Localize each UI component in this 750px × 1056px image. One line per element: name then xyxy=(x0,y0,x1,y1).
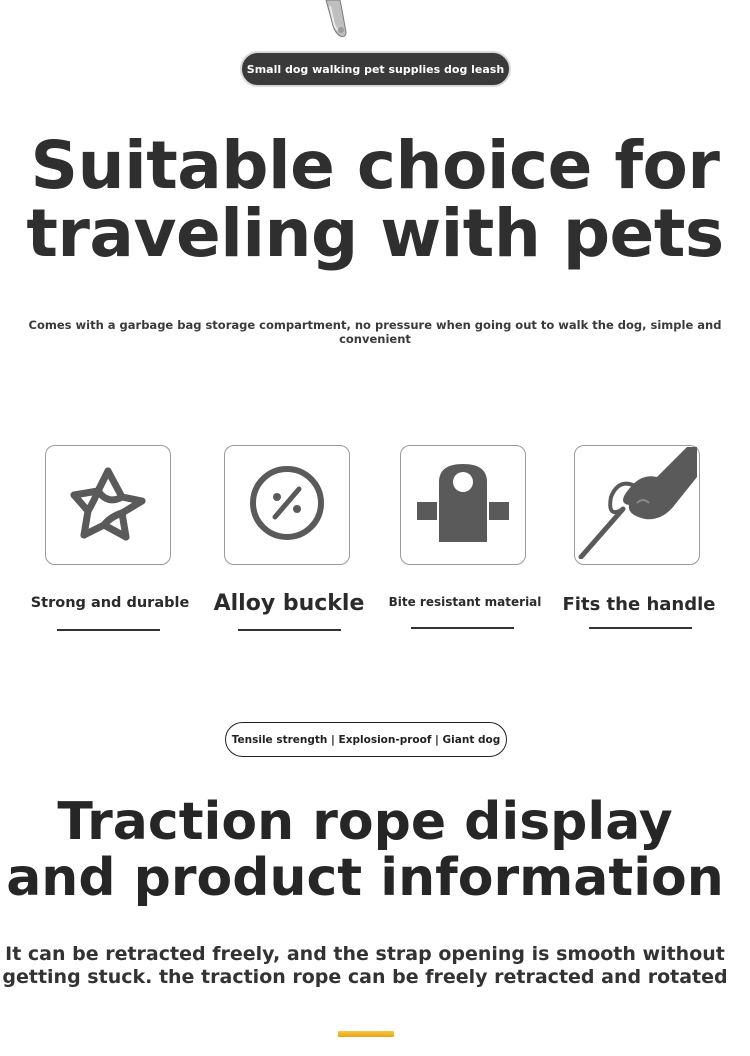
spec-tag xyxy=(225,722,507,757)
section-title-line2: and product information xyxy=(6,848,724,908)
feature-label: Fits the handle xyxy=(562,594,716,615)
feature-label: Strong and durable xyxy=(30,595,190,611)
product-badge-label: Small dog walking pet supplies dog leash xyxy=(246,62,505,76)
hero-title-line1: Suitable choice for xyxy=(30,127,720,204)
feature-underline xyxy=(57,629,160,631)
feature-strong-durable xyxy=(30,445,195,635)
fabric-patch-icon xyxy=(415,458,511,552)
product-badge xyxy=(240,51,511,87)
section-title xyxy=(0,794,730,906)
feature-bite-resistant xyxy=(388,445,550,635)
leash-clip-image xyxy=(318,0,358,40)
spec-tag-label: Tensile strength | Explosion-proof | Giant dog xyxy=(231,733,501,746)
feature-icon-box xyxy=(400,445,526,565)
section-title-line1: Traction rope display xyxy=(57,792,673,852)
feature-icon-box xyxy=(224,445,350,565)
hero-title-line2: traveling with pets xyxy=(26,195,724,272)
section-desc-line2: getting stuck. the traction rope can be freely retracted and rotated xyxy=(2,966,728,988)
percent-circle-icon xyxy=(247,463,327,547)
hand-grip-icon xyxy=(577,447,697,563)
hero-subtitle: Comes with a garbage bag storage compartment, no pressure when going out to walk the dog, simple and convenient xyxy=(28,318,722,346)
section-description xyxy=(0,943,730,989)
accent-divider xyxy=(338,1031,394,1037)
feature-icon-box xyxy=(45,445,171,565)
feature-underline xyxy=(238,629,341,631)
feature-fits-handle xyxy=(562,445,724,635)
feature-label: Alloy buckle xyxy=(213,591,365,616)
section-desc-line1: It can be retracted freely, and the strap opening is smooth without xyxy=(5,943,725,965)
feature-underline xyxy=(589,627,692,629)
knot-star-icon xyxy=(66,461,150,549)
feature-underline xyxy=(411,627,514,629)
hero-title xyxy=(0,127,750,272)
feature-alloy-buckle xyxy=(213,445,374,635)
feature-icon-box xyxy=(574,445,700,565)
feature-label: Bite resistant material xyxy=(388,595,542,609)
